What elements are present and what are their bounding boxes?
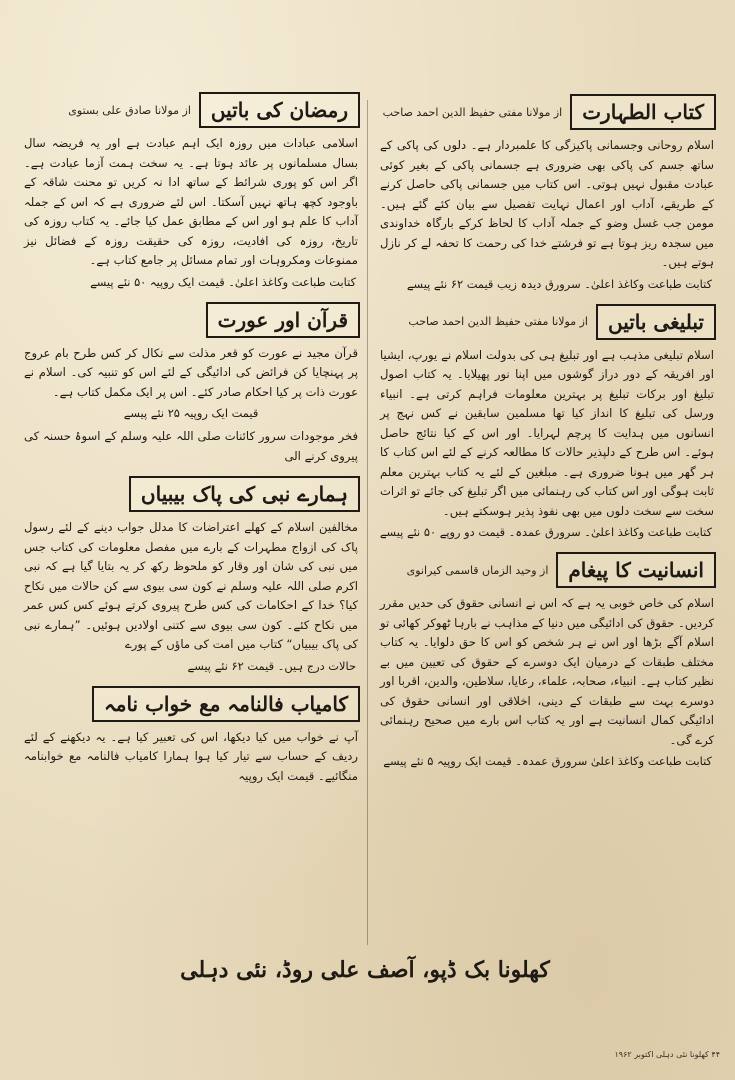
article-header bbox=[22, 684, 360, 724]
article-title: تبلیغی باتیں bbox=[596, 304, 716, 340]
article-author: از مولانا مفتی حفیظ الدین احمد صاحب bbox=[408, 315, 588, 328]
article-body: اسلام کی خاص خوبی یہ ہے کہ اس نے انسانی حقوق کی حدیں مقرر کردیں۔ حقوق کی ادائیگی میں دنیا کے مذاہب نے بارہا ٹھوکر کھائی تو اسلام آگے بڑھا اور اس نے ہر شخص کو اس کا حق دلوایا۔ یہ کتاب مختلف طبقات کے درمیان ایک دوسرے کے حقوق کی تعیین میں بے نظیر کتاب ہے۔ انبیاء، صحابہ، علماء، رعایا، سلاطین، والدین، اقربا اور دوسرے بہت سے طبقات کے دینی، اخلاقی اور انسانی حقوق کی ادائیگی کمال انسانیت ہے اور یہ کتاب اس بارے میں صحیح رہنمائی کرے گی۔ bbox=[380, 596, 714, 747]
article-body: اسلام روحانی وجسمانی پاکیزگی کا علمبردار ہے۔ دلوں کی پاکی کے ساتھ جسم کی پاکی بھی ضروری ہے جسمانی پاکی کے بغیر کوئی عبادت مقبول نہیں ہوتی۔ اس کتاب میں جسمانی پاکی حاصل کرنے کے طریقے، آداب اور اعمال نہایت تفصیل سے بیان کئے گئے ہیں۔ مومن جب غسل وضو کے جملہ آداب کا لحاظ کرکے بارگاہ خداوندی میں سجدہ ریز ہوتا ہے تو فرشتے خدا کی رحمت کا تحفہ لے کر نازل ہوتے ہیں۔ bbox=[380, 138, 714, 269]
article-hamare-nabi-ki-pak-biwiyan bbox=[22, 474, 360, 676]
article-author: از مولانا مفتی حفیظ الدین احمد صاحب bbox=[382, 105, 563, 119]
column-divider bbox=[367, 100, 368, 945]
article-header bbox=[22, 90, 360, 130]
article-title: کتاب الطہارت bbox=[570, 94, 716, 130]
publisher-address: کھلونا بک ڈپو، آصف علی روڈ، نئی دہلی bbox=[180, 957, 550, 983]
left-column bbox=[22, 90, 360, 794]
article-price: کتابت طباعت وکاغذ اعلیٰ سرورق عمدہ۔ قیمت ایک روپیہ ۵ نئے پیسے bbox=[383, 754, 712, 768]
article-insaniyat-ka-paigham bbox=[378, 550, 716, 771]
article-body: مخالفین اسلام کے کھلے اعتراضات کا مدلل جواب دینے کے لئے رسول پاک کی ازواج مطہرات کے بارے میں مفصل معلومات کی کتاب جس میں نبی کی شان اور وقار کو ملحوظ رکھ کر یہ بتایا گیا ہے کہ نبی اکرم صلی اللہ علیہ وسلم نے کون سی بیوی سے کن حالات میں نکاح کیا؟ خدا کے احکامات کی کس طرح پیروی کرتے ہوئے کس کس عمر میں نکاح کئے۔ کون سی بیوی سے کتنی اولادیں ہوئیں۔ ”ہمارے نبی کی پاک بیبیاں“ کتاب میں امت کی ماؤں کے پورے bbox=[24, 520, 358, 651]
page-info: ۴۴ کھلونا نئی دہلی اکتوبر ۱۹۶۲ bbox=[614, 1050, 720, 1059]
article-body: آپ نے خواب میں کیا دیکھا، اس کی تعبیر کیا ہے۔ یہ دیکھنے کے لئے ردیف کے حساب سے تیار کیا ہوا ہمارا کامیاب فالنامہ مع خوابنامہ منگائیے۔ قیمت ایک روپیہ bbox=[24, 729, 358, 783]
article-header bbox=[378, 92, 716, 132]
article-price: کتابت طباعت وکاغذ اعلیٰ۔ سرورق دیدہ زیب قیمت ۶۲ نئے پیسے bbox=[406, 276, 712, 291]
article-price: قیمت ایک روپیہ ۲۵ نئے پیسے bbox=[123, 406, 259, 420]
article-header bbox=[22, 474, 360, 514]
article-header bbox=[378, 550, 716, 590]
article-note: فخر موجودات سرور کائنات صلی اللہ علیہ وسلم کے اسوۂ حسنہ کی پیروی کرنے الی bbox=[24, 429, 358, 463]
article-tablighi-baatein bbox=[378, 302, 716, 543]
article-header bbox=[378, 302, 716, 342]
article-title: رمضان کی باتیں bbox=[199, 92, 360, 128]
article-author: از مولانا صادق علی بستوی bbox=[68, 103, 191, 117]
article-title: ہمارے نبی کی پاک بیبیاں bbox=[129, 476, 360, 512]
right-column bbox=[378, 92, 716, 779]
article-title: قرآن اور عورت bbox=[206, 302, 360, 338]
article-quran-aur-aurat bbox=[22, 300, 360, 467]
article-header bbox=[22, 300, 360, 340]
article-kamyab-falnama bbox=[22, 684, 360, 787]
article-title: انسانیت کا پیغام bbox=[556, 552, 716, 588]
article-title: کامیاب فالنامہ مع خواب نامہ bbox=[92, 686, 360, 722]
article-body: اسلام تبلیغی مذہب ہے اور تبلیغ ہی کی بدولت اسلام نے یورپ، ایشیا اور افریقہ کے دور دراز گوشوں میں اپنا نور پھیلایا۔ یہ کتاب اصول تبلیغ اور برکات تبلیغ پر بہترین معلومات فراہم کرتی ہے۔ انبیاء ورسل کی تبلیغ کا انداز کیا تھا مسلمین سابقین نے کس نہج پر انسانوں میں ہدایت کا پرچم لہرایا۔ اور اس کے کیا نتائج حاصل ہوئے۔ اس طرح کے دلپذیر حالات کا مطالعہ کرنے کے لئے اس کتاب کا ہر گھر میں ہونا ضروری ہے۔ مبلغین کے لئے یہ کتاب بہترین معلم ثابت ہوگی اور اس کتاب کی رہنمائی میں اگر تبلیغ کی جائے تو اثرات سخت سے سخت دلوں میں بھی نفوذ پذیر ہوسکتے ہیں۔ bbox=[380, 347, 714, 518]
article-price: کتابت طباعت وکاغذ اعلیٰ۔ قیمت ایک روپیہ ۵۰ نئے پیسے bbox=[90, 274, 356, 289]
article-body: اسلامی عبادات میں روزہ ایک اہم عبادت ہے اور یہ فریضہ سال بسال مسلمانوں پر عائد ہوتا ہے۔ یہ سخت ہمت آزما عبادت ہے۔ اگر اس کو پوری شرائط کے ساتھ ادا نہ کریں تو محنت شاقہ کے باوجود کچھ ہاتھ نہیں آسکتا۔ اس لئے ضروری ہے کہ اس کے جملہ آداب کا علم ہو اور اس کے مطابق عمل کیا جائے۔ یہ کتاب روزہ کی تاریخ، روزہ کی افادیت، روزہ کی حقیقت روزہ کے فضائل نیز ممنوعات ومکروہات اور تمام مسائل پر جامع کتاب ہے۔ bbox=[24, 136, 358, 267]
article-ramzan-ki-baatein bbox=[22, 90, 360, 292]
article-body: قرآن مجید نے عورت کو قعر مذلت سے نکال کر کس طرح بام عروج پر پہنچایا کن فرائض کی ادائیگی کے لئے اس کو تنبیہ کی۔ اسلام نے عورت ذات پر کیا احکام صادر کئے۔ اس پر ایک مکمل کتاب ہے۔ bbox=[24, 345, 358, 399]
article-kitab-ut-taharat bbox=[378, 92, 716, 294]
article-price: حالات درج ہیں۔ قیمت ۶۲ نئے پیسے bbox=[187, 658, 356, 673]
article-price: کتابت طباعت وکاغذ اعلیٰ۔ سرورق عمدہ۔ قیمت دو روپے ۵۰ نئے پیسے bbox=[379, 525, 712, 539]
article-author: از وحید الزماں قاسمی کیرانوی bbox=[406, 563, 549, 577]
